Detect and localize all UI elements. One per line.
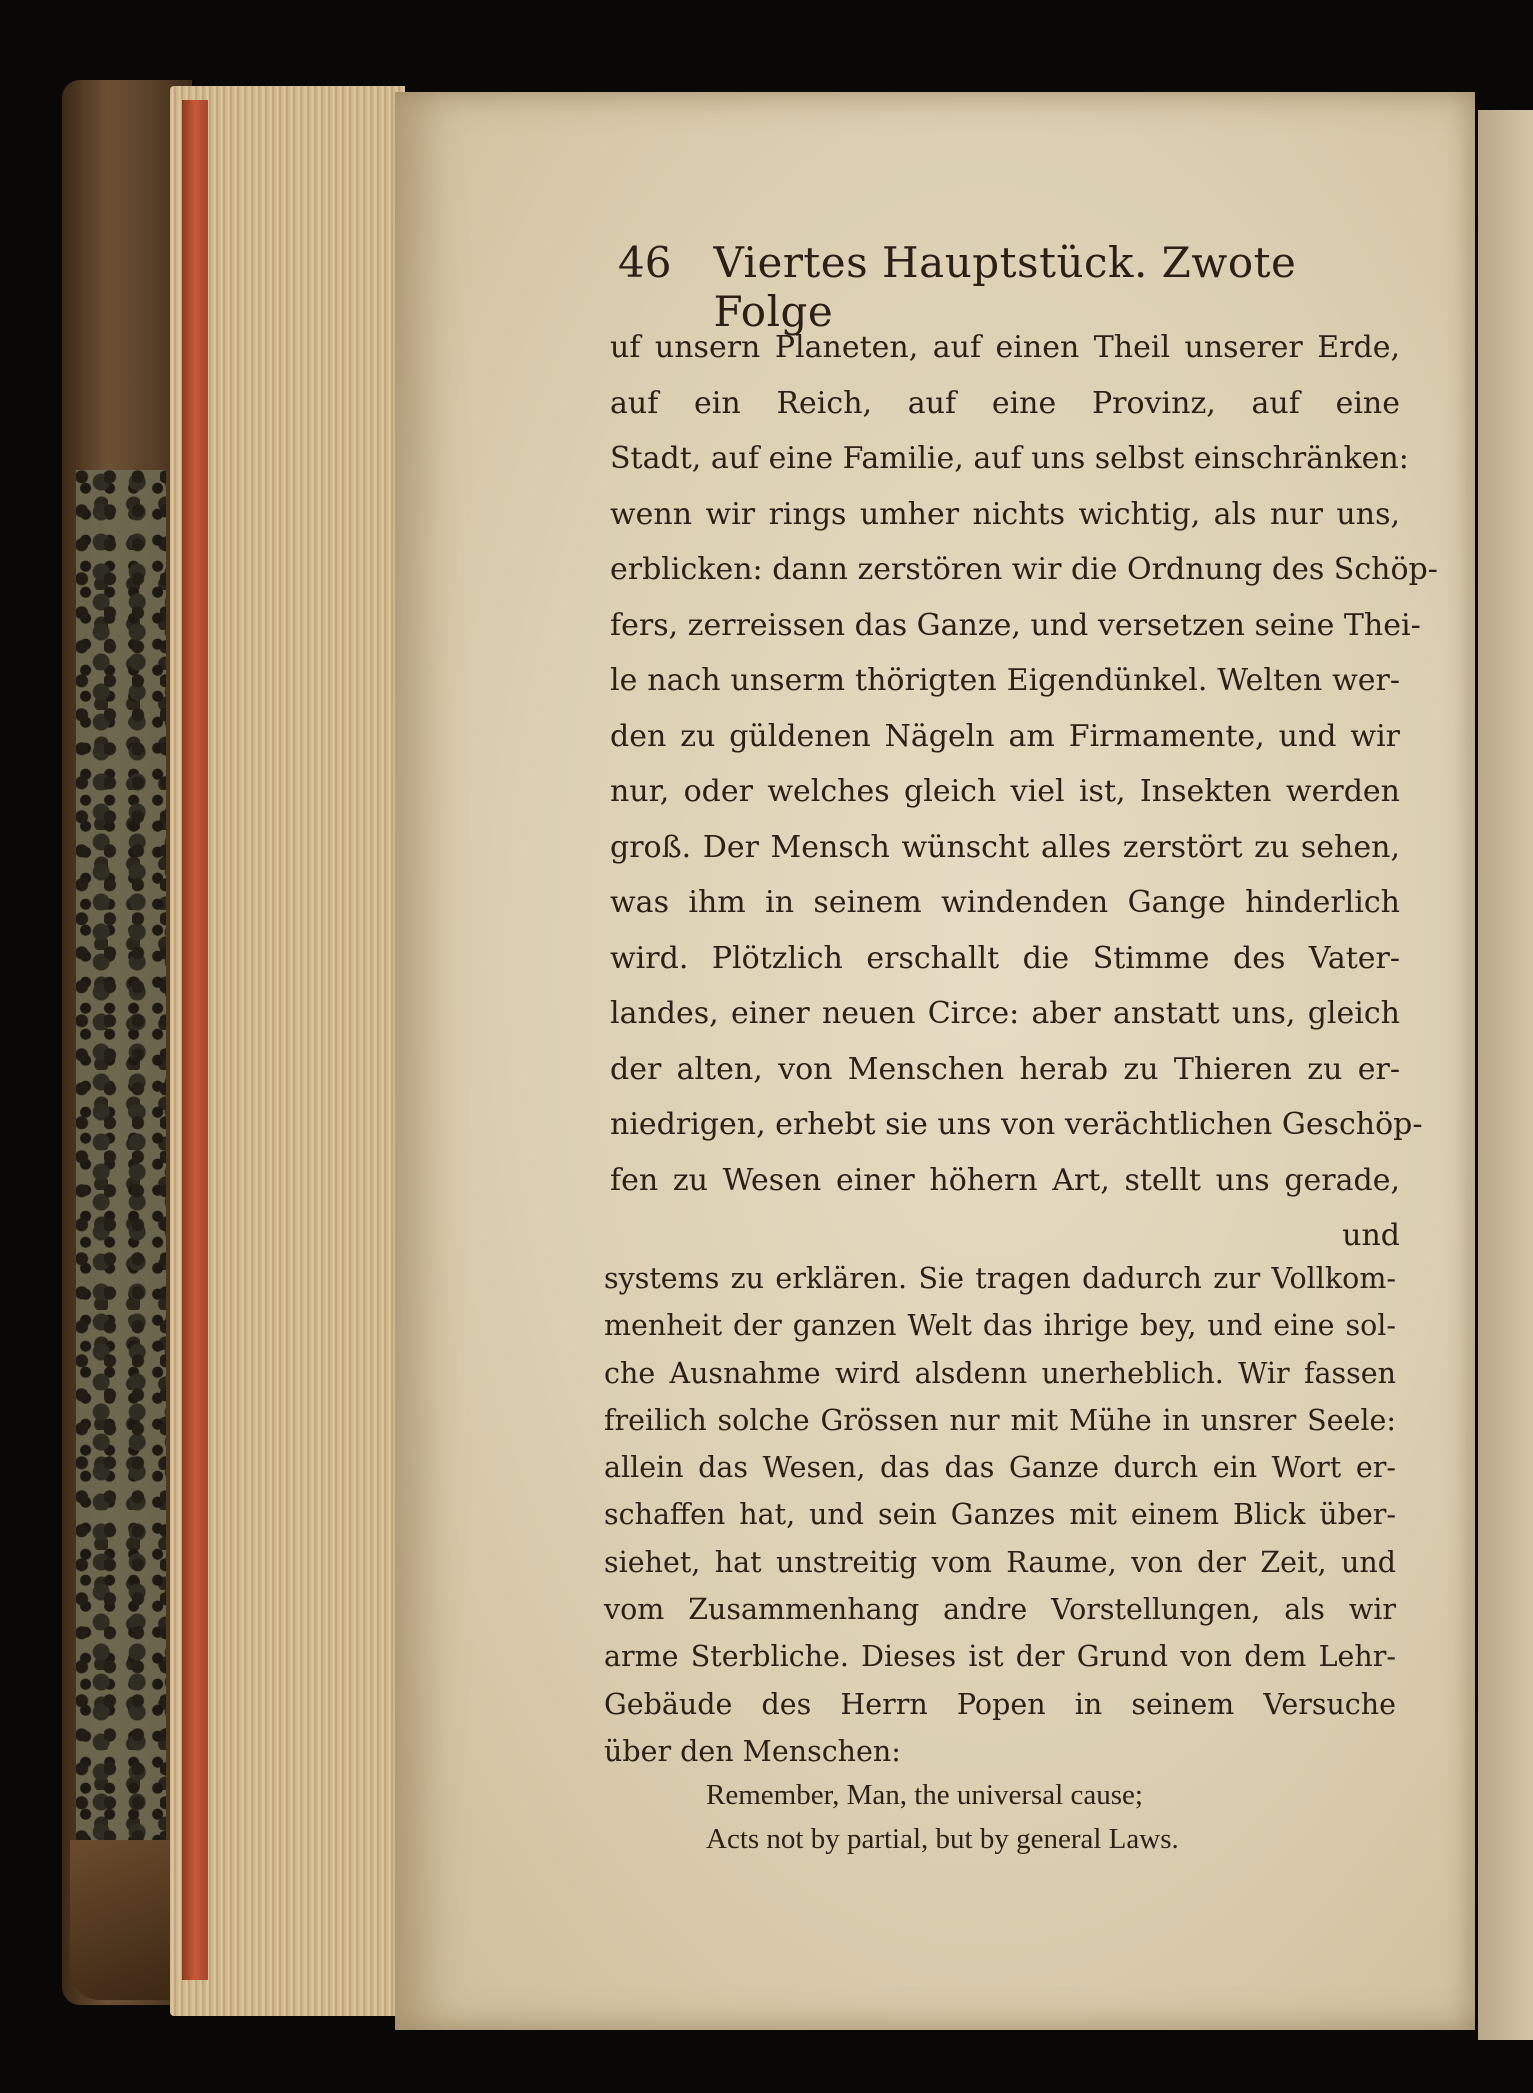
text-line: siehet, hat unstreitig vom Raume, von der Zeit, und (604, 1545, 1396, 1579)
text-line: Stadt, auf eine Familie, auf uns selbst einschränken: (610, 441, 1409, 476)
facing-page-sliver (1478, 110, 1533, 2040)
text-line: fers, zerreissen das Ganze, und versetzen seine Thei- (610, 607, 1421, 643)
text-line: Gebäude des Herrn Popen in seinem Versuche (604, 1687, 1396, 1721)
text-line: arme Sterbliche. Dieses ist der Grund von dem Lehr- (604, 1640, 1396, 1674)
text-line: erblicken: dann zerstören wir die Ordnung des Schöp- (610, 552, 1438, 587)
text-line: den zu güldenen Nägeln am Firmamente, und wir (610, 718, 1400, 754)
body-text-block (610, 320, 1438, 1264)
marbled-board (76, 470, 166, 1850)
leather-corner (70, 1840, 180, 2000)
page-number: 46 (618, 238, 672, 287)
text-line: fen zu Wesen einer höhern Art, stellt uns gerade, (610, 1162, 1400, 1198)
text-line: vom Zusammenhang andre Vorstellungen, als wir (604, 1593, 1396, 1627)
text-line: landes, einer neuen Circe: aber anstatt uns, gleich (610, 996, 1400, 1031)
english-quotation (706, 1773, 1346, 1861)
text-line: uf unsern Planeten, auf einen Theil unserer Erde, (610, 330, 1400, 365)
text-line: wird. Plötzlich erschallt die Stimme des Vater- (610, 940, 1400, 976)
text-line: che Ausnahme wird alsdenn unerheblich. Wir fassen (604, 1356, 1396, 1390)
text-line: was ihm in seinem windenden Gange hinderlich (610, 885, 1400, 920)
quote-line: Remember, Man, the universal cause; (706, 1779, 1143, 1811)
text-line: nur, oder welches gleich viel ist, Insekten werden (610, 774, 1400, 809)
text-line: allein das Wesen, das das Ganze durch ein Wort er- (604, 1451, 1396, 1485)
quote-line: Acts not by partial, but by general Laws. (706, 1823, 1179, 1855)
text-line: schaffen hat, und sein Ganzes mit einem Blick über- (604, 1498, 1396, 1532)
catchword: und (1342, 1218, 1400, 1253)
red-sprinkled-edge (182, 100, 208, 1980)
running-head: Viertes Hauptstück. Zwote Folge (713, 238, 1297, 336)
text-line: der alten, von Menschen herab zu Thieren zu er- (610, 1051, 1400, 1087)
text-line: menheit der ganzen Welt das ihrige bey, und eine sol- (604, 1309, 1396, 1343)
text-line: le nach unserm thörigten Eigendünkel. Welten wer- (610, 663, 1400, 698)
text-line: niedrigen, erhebt sie uns von verächtlichen Geschöp- (610, 1107, 1423, 1142)
text-line: auf ein Reich, auf eine Provinz, auf eine (610, 385, 1400, 421)
text-line: groß. Der Mensch wünscht alles zerstört zu sehen, (610, 829, 1400, 865)
text-line: wenn wir rings umher nichts wichtig, als nur uns, (610, 496, 1400, 532)
page-header (618, 238, 1338, 336)
text-line: über den Menschen: (604, 1734, 901, 1768)
body-text-block-2 (604, 1255, 1396, 1775)
text-line: systems zu erklären. Sie tragen dadurch zur Vollkom- (604, 1262, 1396, 1295)
text-line: freilich solche Grössen nur mit Mühe in unsrer Seele: (604, 1403, 1396, 1437)
